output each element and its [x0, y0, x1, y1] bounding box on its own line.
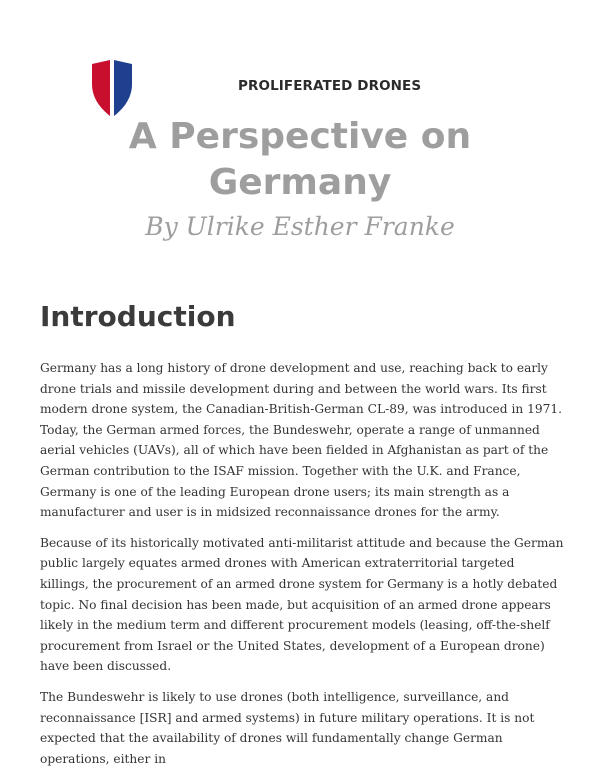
shield-icon: [90, 60, 134, 116]
shield-left-half: [92, 60, 110, 116]
shield-right-half: [114, 60, 132, 116]
section-heading: Introduction: [40, 300, 236, 333]
paragraph: Because of its historically motivated anti-militarist attitude and because the German public largely equates armed drones with American extraterritorial targeted killings, the procurement of an armed drone system for Germany is a hotly debated topic. No final decision has been made, but acquisition of an armed drone appears likely in the medium term and different procurement models (leasing, off-the-shelf procurement from Israel or the United States, development of a European drone) have been discussed.: [40, 535, 564, 674]
series-label: PROLIFERATED DRONES: [238, 78, 422, 94]
title-line-1: A Perspective on: [128, 116, 472, 157]
author-byline: By Ulrike Esther Franke: [145, 212, 455, 241]
shield-divider: [110, 60, 114, 116]
paragraph: The Bundeswehr is likely to use drones (both intelligence, surveillance, and reconnaissance [ISR] and armed systems) in future military operations. It is not expected that the availability of drones will fundamentally change German operations, either in: [40, 689, 535, 766]
title-line-2: Germany: [208, 162, 392, 203]
body-text: [40, 358, 564, 779]
paragraph: Germany has a long history of drone development and use, reaching back to early drone trials and missile development during and between the world wars. Its first modern drone system, the Canadian-British-German CL-89, was introduced in 1971. Today, the German armed forces, the Bundeswehr, operate a range of unmanned aerial vehicles (UAVs), all of which have been fielded in Afghanistan as part of the German contribution to the ISAF mission. Together with the U.K. and France, Germany is one of the leading European drone users; its main strength as a manufacturer and user is in midsized reconnaissance drones for the army.: [40, 361, 562, 520]
page-title: [0, 114, 600, 206]
